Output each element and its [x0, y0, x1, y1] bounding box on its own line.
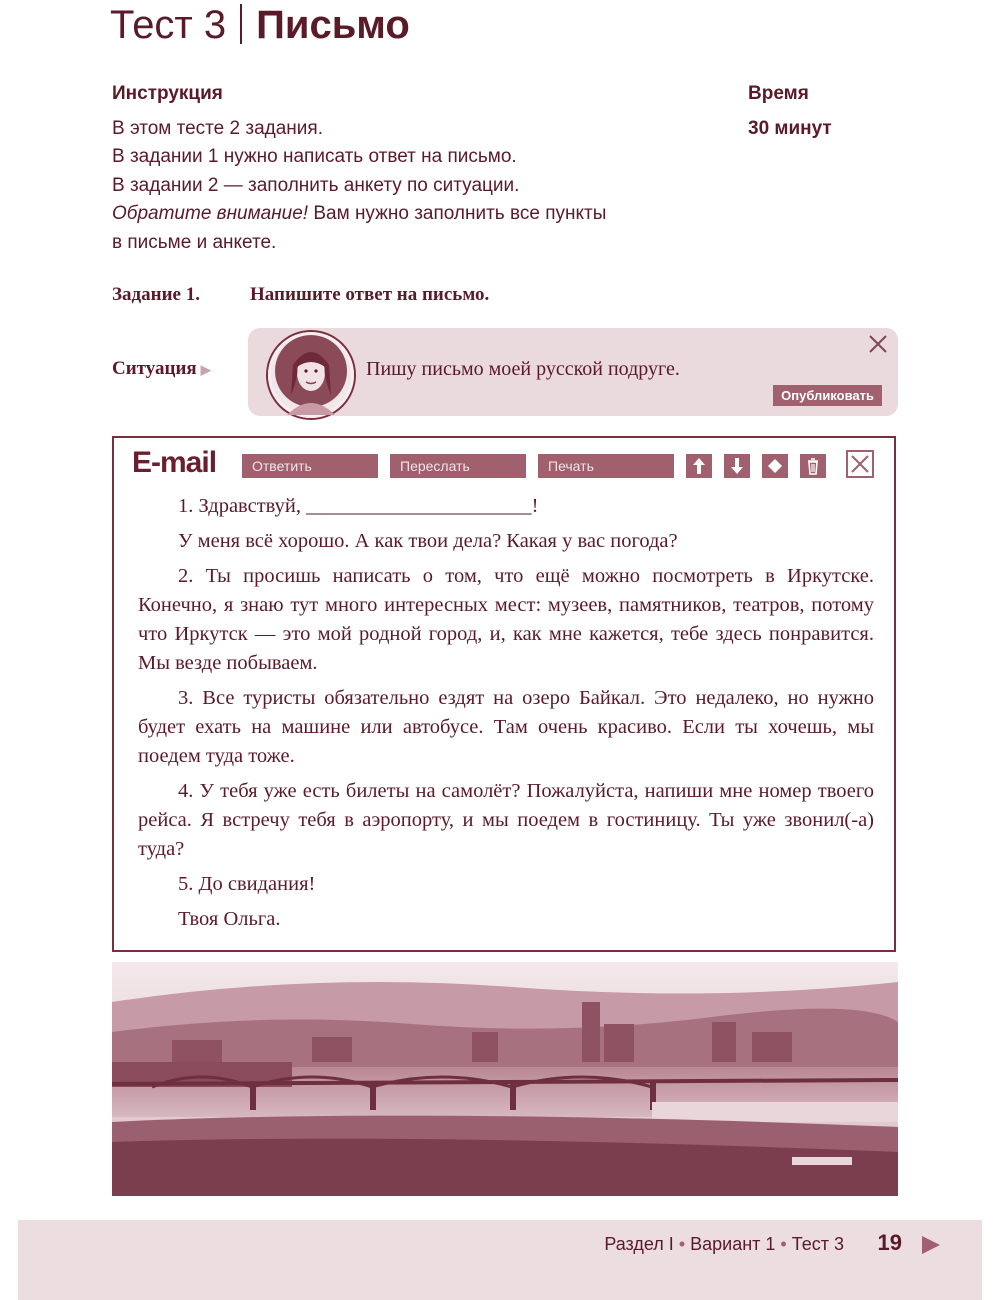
instruction-block — [112, 80, 712, 257]
avatar — [268, 332, 354, 418]
arrow-down-icon[interactable] — [724, 454, 750, 478]
page-number: 19 — [877, 1230, 902, 1255]
email-paragraph: 2. Ты просишь написать о том, что ещё можно посмотреть в Иркутске. Конечно, я знаю тут много интересных мест: музеев, памятников, театров, потому что Иркутск — это мой родной город, и, как мне кажется, тебе здесь понравится. Мы везде побываем. — [138, 565, 874, 674]
test-label: Тест 3 — [110, 3, 227, 47]
page-footer — [18, 1220, 982, 1300]
section-label: Письмо — [256, 3, 410, 47]
close-icon[interactable] — [846, 450, 874, 478]
situation-text: Ситуация — [112, 358, 197, 379]
instruction-note-cont: в письме и анкете. — [112, 231, 277, 253]
diamond-icon[interactable] — [762, 454, 788, 478]
time-heading: Время — [748, 83, 809, 104]
email-paragraph: У меня всё хорошо. А как твои дела? Какая у вас погода? — [178, 530, 678, 552]
note-text: Вам нужно заполнить все пункты — [308, 203, 607, 224]
print-button[interactable]: Печать — [538, 454, 674, 478]
footer-breadcrumb: Раздел I • Вариант 1 • Тест 3 — [604, 1234, 844, 1254]
play-arrow-icon: ▶ — [200, 362, 211, 377]
footer-variant: Вариант 1 — [690, 1234, 776, 1254]
instruction-heading: Инструкция — [112, 83, 223, 104]
next-page-icon[interactable] — [920, 1234, 942, 1256]
trash-icon[interactable] — [800, 454, 826, 478]
instruction-line: В задании 1 нужно написать ответ на письмо. — [112, 146, 517, 167]
instruction-line: В задании 2 — заполнить анкету по ситуации. — [112, 174, 520, 196]
time-block — [748, 80, 832, 143]
email-paragraph: 4. У тебя уже есть билеты на самолёт? Пожалуйста, напиши мне номер твоего рейса. Я встречу тебя в аэропорту, и мы поедем в гостиницу. Ты уже звонил(-а) туда? — [138, 780, 874, 860]
reply-button[interactable]: Ответить — [242, 454, 378, 478]
note-emphasis: Обратите внимание! — [112, 203, 309, 224]
email-paragraph: 1. Здравствуй, ______________________! — [178, 495, 539, 517]
instruction-note — [112, 200, 712, 229]
task-heading — [112, 284, 490, 306]
footer-part: Раздел I — [604, 1234, 674, 1254]
footer-test: Тест 3 — [791, 1234, 844, 1254]
task-text: Напишите ответ на письмо. — [250, 284, 490, 305]
situation-label — [112, 358, 211, 380]
email-body — [138, 492, 874, 940]
email-paragraph: 5. До свидания! — [178, 873, 316, 895]
forward-button[interactable]: Переслать — [390, 454, 526, 478]
page-title — [110, 0, 410, 50]
instruction-line: В этом тесте 2 задания. — [112, 117, 323, 139]
close-icon[interactable] — [866, 332, 890, 356]
email-logo: E-mail — [132, 446, 217, 479]
arrow-up-icon[interactable] — [686, 454, 712, 478]
email-paragraph: 3. Все туристы обязательно ездят на озеро Байкал. Это недалеко, но нужно будет ехать на машине или автобусе. Там очень красиво. Если ты хочешь, мы поедем туда тоже. — [138, 687, 874, 767]
post-text: Пишу письмо моей русской подруге. — [366, 358, 680, 380]
email-window — [112, 436, 896, 952]
social-post-card — [248, 328, 898, 416]
title-divider — [240, 4, 242, 44]
time-value: 30 минут — [748, 117, 832, 139]
publish-button[interactable]: Опубликовать — [773, 385, 882, 406]
task-number: Задание 1. — [112, 284, 200, 305]
email-paragraph: Твоя Ольга. — [178, 908, 281, 930]
city-photo — [112, 962, 898, 1196]
